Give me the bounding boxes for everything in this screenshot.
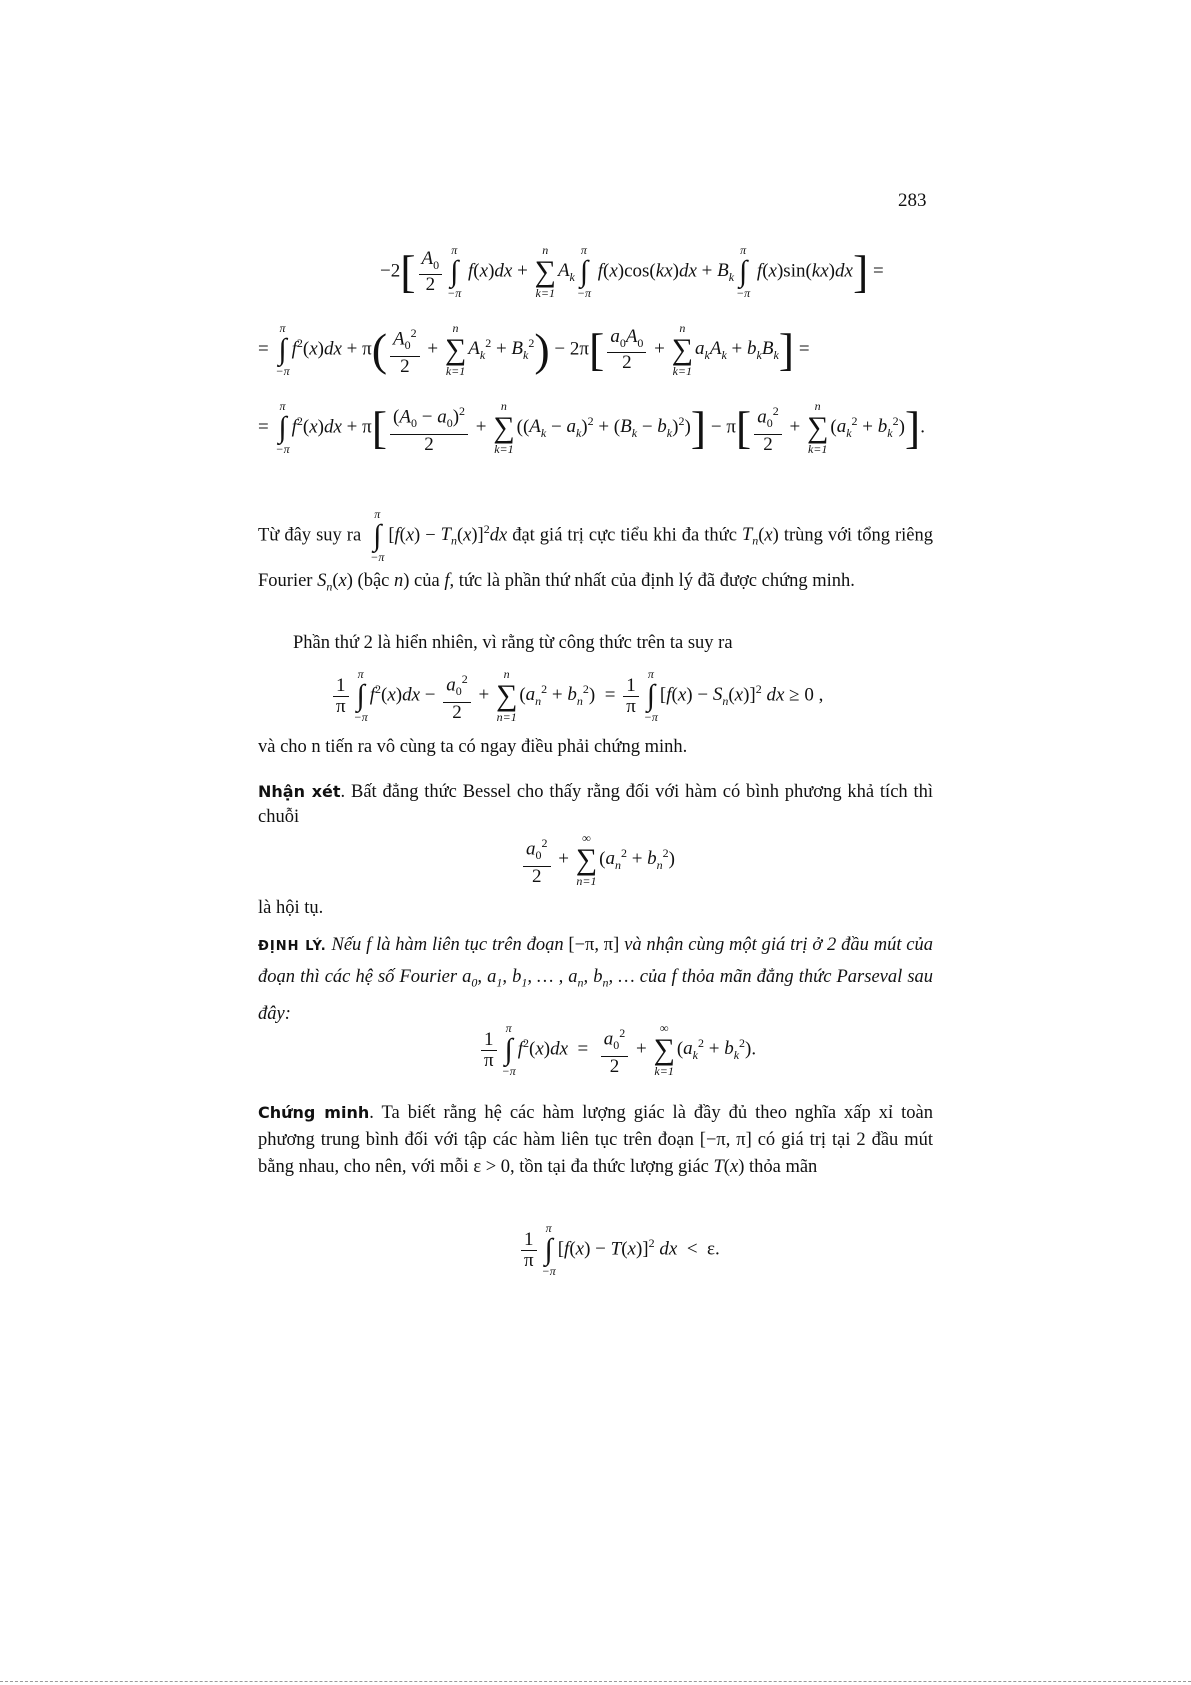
- proof-heading: Chứng minh: [258, 1103, 370, 1122]
- page-number: 283: [898, 190, 927, 211]
- equation-line-1: −2[ $\frac{A_0}{2}$ π ∫ −π f(x)dx + n ∑ k=1 $A_k$ π ∫ −π $f(x)\cos(kx)dx + B_k$ π ∫ −π f(x)sin(kx)dx] =: [380, 243, 884, 300]
- remark-heading: Nhận xét: [258, 782, 341, 801]
- paragraph-minimum: Từ đây suy ra π ∫ −π $[f(x) - T_n(x)]^2dx$ đạt giá trị cực tiểu khi đa thức $T_n(x)$ trùng với tổng riêng Fourier $S_n(x)$ (bậc n) của f, tức là phần thứ nhất của định lý đã được chứng minh.: [258, 507, 934, 594]
- equation-line-2: = π ∫ −π $f^2(x)dx + \pi$( $\frac{A_0^2}{2}$ + n ∑ k=1 $A_k^2 + B_k^2) - 2\pi$[ $\frac{a_0A_0}{2}$ + n ∑ k=1 $a_kA_k + b_kB_k$] =: [258, 321, 810, 378]
- equation-parseval: $\frac{1}{\pi}$ π ∫ −π $f^2(x)dx$ = $\frac{a_0^2}{2}$ + ∞ ∑ k=1 $(a_k^2 + b_k^2)$.: [478, 1022, 756, 1078]
- paragraph-limit: và cho n tiến ra vô cùng ta có ngay điều phải chứng minh.: [258, 737, 688, 757]
- equation-series: $\frac{a_0^2}{2}$ + ∞ ∑ n=1 $(a_n^2 + b_n^2)$: [520, 832, 675, 888]
- paragraph-part-two: Phần thứ 2 là hiển nhiên, vì rằng từ công thức trên ta suy ra: [293, 633, 733, 653]
- theorem-heading: ĐỊNH LÝ.: [258, 939, 327, 954]
- equation-approximation: $\frac{1}{\pi}$ π ∫ −π $[f(x) - T(x)]^2$ dx < ε.: [518, 1222, 720, 1278]
- bottom-divider: [0, 1681, 1191, 1683]
- paragraph-proof: Chứng minh. Ta biết rằng hệ các hàm lượng giác là đầy đủ theo nghĩa xấp xỉ toàn phương trung bình đối với tập các hàm liên tục trên đoạn [−π, π] có giá trị tại 2 đầu mút bằng nhau, cho nên, với mỗi ε > 0, tồn tại đa thức lượng giác T(x) thỏa mãn: [258, 1103, 933, 1177]
- equation-line-3: = π ∫ −π $f^2(x)dx + \pi$[ $\frac{(A_0 - a_0)^2}{2}$ + n ∑ k=1 $((A_k - a_k)^2 + (B_k - b_k)^2)] - \pi$[ $\frac{a_0^2}{2}$ + n ∑ k=1 $(a_k^2 + b_k^2)$].: [258, 399, 925, 456]
- equation-bessel: $\frac{1}{\pi}$ π ∫ −π $f^2(x)dx$ − $\frac{a_0^2}{2}$ + n ∑ n=1 $(a_n^2 + b_n^2)$ = $\frac{1}{\pi}$ π ∫ −π $[f(x) - S_n(x)]^2$ dx ≥ 0 ,: [330, 668, 823, 724]
- theorem-parseval: ĐỊNH LÝ. Nếu f là hàm liên tục trên đoạn [−π, π] và nhận cùng một giá trị ở 2 đầu mút của đoạn thì các hệ số Fourier $a_0$, $a_1$, $b_1$, … , $a_n$, $b_n$, … của f thỏa mãn đẳng thức Parseval sau đây:: [258, 935, 934, 1024]
- paragraph-converges: là hội tụ.: [258, 898, 324, 918]
- paragraph-remark: Nhận xét. Bất đẳng thức Bessel cho thấy rằng đối với hàm có bình phương khả tích thì chuỗi: [258, 782, 933, 827]
